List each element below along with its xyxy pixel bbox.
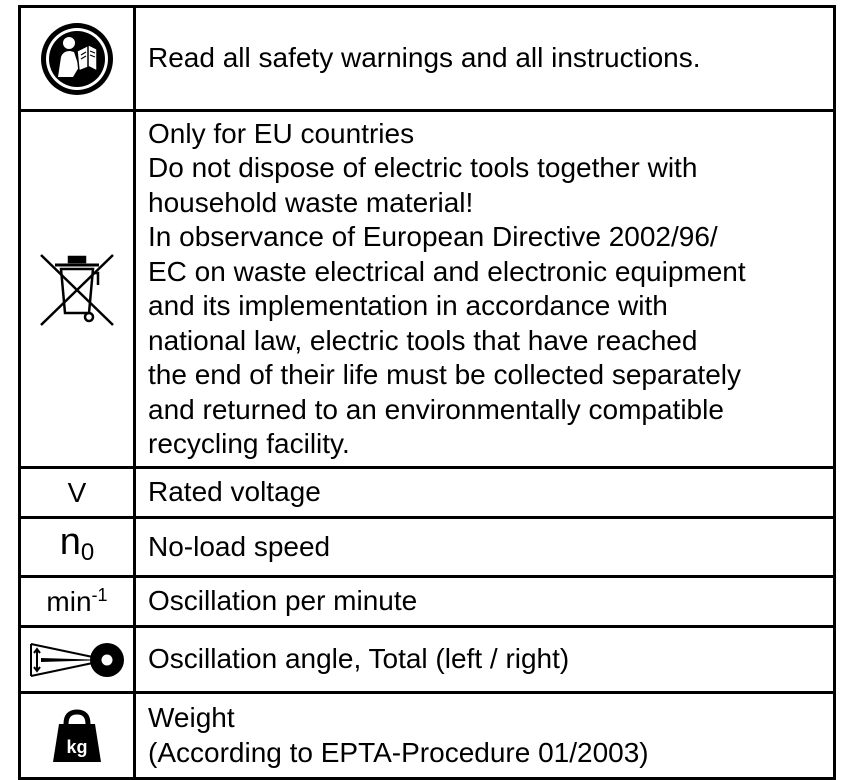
description-line: Only for EU countries: [148, 117, 415, 149]
table-row: [20, 468, 835, 518]
description-line: No-load speed: [148, 530, 331, 562]
weight-unit-label: kg: [66, 736, 88, 757]
table-row: [20, 693, 835, 779]
description-line: Weight: [148, 702, 235, 733]
description-cell: [135, 111, 835, 468]
symbol-cell: [20, 693, 135, 779]
symbol-cell: [20, 518, 135, 577]
description-line: recycling facility.: [148, 428, 350, 459]
description-line: national law, electric tools that have reached: [148, 324, 698, 356]
description-line: EC on waste electrical and electronic equipment: [148, 255, 746, 287]
symbol-base: min: [46, 586, 92, 617]
symbol-subscript: 0: [80, 538, 95, 566]
description-line: and its implementation in accordance with: [148, 290, 668, 321]
voltage-symbol: V: [67, 476, 87, 508]
description-line: Oscillation per minute: [148, 585, 418, 617]
symbol-cell: [20, 7, 135, 111]
description-line: Read all safety warnings and all instructions.: [148, 42, 701, 74]
description-line: Do not dispose of electric tools together with: [148, 152, 698, 183]
symbol-cell: [20, 111, 135, 468]
description-line: Rated voltage: [148, 476, 321, 508]
table-row: [20, 627, 835, 693]
read-manual-icon: [39, 21, 115, 97]
description-cell: [135, 468, 835, 518]
symbol-superscript: -1: [91, 585, 108, 605]
description-line: In observance of European Directive 2002/96/: [148, 221, 718, 252]
description-line: Oscillation angle, Total (left / right): [148, 643, 570, 675]
weight-icon: [49, 708, 105, 764]
description-cell: [135, 7, 835, 111]
no-load-speed-symbol: [59, 520, 95, 566]
symbol-cell: [20, 468, 135, 518]
table-row: [20, 577, 835, 627]
description-cell: [135, 693, 835, 779]
description-line: household waste material!: [148, 186, 474, 218]
symbols-table: [18, 5, 836, 780]
crossed-out-wheelie-bin-icon: [35, 247, 119, 331]
description-line: and returned to an environmentally compatible: [148, 393, 724, 425]
description-cell: [135, 627, 835, 693]
oscillation-angle-icon: [27, 638, 127, 682]
table-row: [20, 518, 835, 577]
description-cell: [135, 577, 835, 627]
per-minute-symbol: [46, 586, 107, 617]
description-cell: [135, 518, 835, 577]
table-row: [20, 111, 835, 468]
symbol-base: n: [59, 520, 81, 563]
symbol-cell: [20, 627, 135, 693]
table-row: [20, 7, 835, 111]
symbol-cell: [20, 577, 135, 627]
description-line: the end of their life must be collected separately: [148, 359, 742, 390]
description-line: (According to EPTA-Procedure 01/2003): [148, 736, 649, 768]
